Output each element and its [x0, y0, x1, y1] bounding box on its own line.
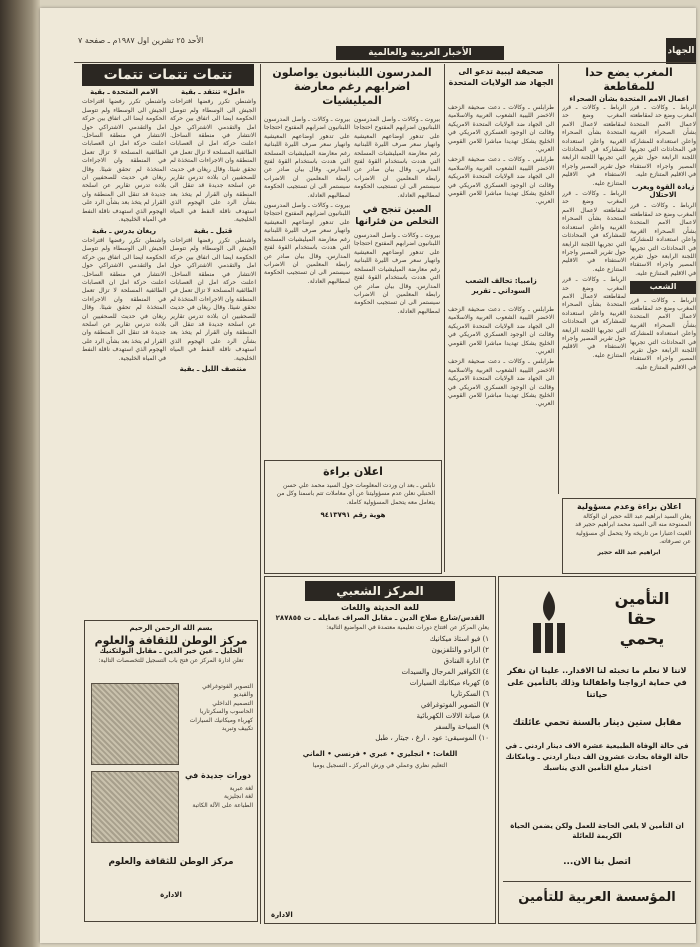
morocco-side-heading: زيادة القوة ويغرب الاحتلال	[631, 182, 695, 200]
lebanon-body-d: بيروت ـ وكالات ـ واصل المدرسون اللبنانيون اضرابهم المفتوح احتجاجا على تدهور اوضاعهم المعيشية وانهيار سعر صرف الليرة اللبنانية رغم معارضة الميليشيات المسلحة التي هددت باستخدام القوة لفتح المدارس. وقال بيان صادر عن رابطة المعلمين ان الاضراب سيستمر الى ان تستجيب الحكومة لمطالبهم العادلة.	[354, 232, 440, 315]
lebanon-body-a: بيروت ـ وكالات ـ واصل المدرسون اللبنانيون اضرابهم المفتوح احتجاجا على تدهور اوضاعهم المعيشية وانهيار سعر صرف الليرة اللبنانية رغم معارضة الميليشيات المسلحة التي هددت باستخدام القوة لفتح المدارس. وقال بيان صادر عن رابطة المعلمين ان الاضراب سيستمر الى ان تستجيب الحكومة لمطالبهم العادلة.	[264, 116, 350, 199]
lebanon-headline-block	[264, 66, 440, 114]
tatammat-col-right	[170, 88, 256, 608]
baraah-sign: هوية رقم ٩٤١٣٧٩١	[320, 511, 386, 520]
libya-body-c: طرابلس ـ وكالات ـ دعت صحيفة الزحف الاخضر الليبية الشعوب العربية والاسلامية الى الجهاد ضد الولايات المتحدة الامريكية وقالت ان الوجود العسكري الامريكي في الخليج يشكل تهديدا مباشرا للامن القومي العربي.	[448, 306, 554, 356]
tatammat-banner	[82, 64, 254, 86]
insurance-call: اتصل بنا الان...	[563, 857, 631, 867]
watan-address: الخليل ـ عين خير الدين ـ مقابل البولتكنيك	[99, 647, 243, 655]
watan-name: مركز الوطن للثقافة والعلوم	[94, 634, 248, 647]
tatammat-banner-text: تتمات تتمات تتمات	[103, 67, 233, 83]
insurance-ad	[498, 576, 696, 924]
tatammat-heading-5: ريغان يدرس ـ بقية	[91, 226, 157, 235]
popular-center-footer: التعليم نظري وعملي في ورش المركز ـ التسجيل يوميا	[312, 762, 448, 770]
popular-center-intro: يعلن المركز عن افتتاح دورات تعليمية معتمدة في المواضيع التالية:	[326, 624, 489, 631]
people-title: الشعب	[630, 281, 696, 293]
morocco-body-d: الرباط ـ وكالات ـ قرر المغرب وضع حد لمقاطعته لاعمال الامم المتحدة بشأن الصحراء الغربية واعلن استعداده للمشاركة في المحادثات التي تجريها اللجنة الرابعة حول تقرير المصير واجراء الاستفتاء في الاقليم المتنازع عليه.	[630, 104, 696, 179]
watan-program: كهرباء وميكانيك السيارات	[189, 716, 253, 724]
morocco-headline-block	[562, 66, 696, 102]
watan-announce: تعلن ادارة المركز عن فتح باب التسجيل للتخصصات التالية:	[98, 657, 244, 664]
watan-program: الحاسوب والسكرتاريا	[199, 708, 253, 716]
watan-photo-1	[91, 683, 179, 765]
course-item: ٢) الرادو والتلفزيون	[431, 646, 489, 655]
morocco-col-left	[562, 104, 626, 494]
popular-center-title: المركز الشعبي	[336, 584, 424, 598]
date-line: الأحد ٢٥ تشرين اول ١٩٨٧م ـ صفحة ٧	[78, 36, 204, 45]
watan-footer-name: مركز الوطن للثقافة والعلوم	[108, 857, 234, 867]
lebanon-body-b: بيروت ـ وكالات ـ واصل المدرسون اللبنانيون اضرابهم المفتوح احتجاجا على تدهور اوضاعهم المعيشية وانهيار سعر صرف الليرة اللبنانية رغم معارضة الميليشيات المسلحة التي هددت باستخدام القوة لفتح المدارس. وقال بيان صادر عن رابطة المعلمين ان الاضراب سيستمر الى ان تستجيب الحكومة لمطالبهم العادلة.	[264, 202, 350, 285]
course-item: ٩) السياحة والسفر	[434, 723, 489, 732]
course-item: ٨) صيانة الالات الكهربائية	[416, 712, 489, 721]
disclaimer-signature: ابراهيم عبد الله حجير	[597, 548, 661, 556]
tatammat-body-c: واشنطن تكرر رفضها اقتراحات الجيش الى الوسطاء ولم تتوصل الحكومة ايضا الى اتفاق بين حركة امل والتقدمي الاشتراكي حول الانتشار في منطقة الساحل. اعلنت حركة امل ان العصابات الطائفية المسلحة لا تزال تعمل في المنطقة وان الاجراءات المتخذة لم تحقق شيئا. وقال ريغان في حديث للصحفيين ان بلاده تدرس تقارير عن اسلحة جديدة قد تنقل الى المنطقة وان القرار لم يتخذ بعد بشأن الرد على الهجوم الذي استهدف ناقلة النفط في المياه الخليجية.	[170, 98, 256, 224]
watan-photo-2	[91, 771, 179, 843]
libya-headline-block	[448, 66, 554, 102]
morocco-col-right	[630, 104, 696, 494]
tatammat-heading-3: منتصف الليل ـ بقية	[179, 365, 247, 373]
section-title: الأخبار العربية والعالمية	[336, 46, 504, 60]
course-item: ٦) السكرتاريا	[450, 690, 489, 699]
morocco-body-f: الرباط ـ وكالات ـ قرر المغرب وضع حد لمقاطعته لاعمال الامم المتحدة بشأن الصحراء الغربية واعلن استعداده للمشاركة في المحادثات التي تجريها اللجنة الرابعة حول تقرير المصير واجراء الاستفتاء في الاقليم المتنازع عليه.	[630, 296, 696, 371]
libya-body-a: طرابلس ـ وكالات ـ دعت صحيفة الزحف الاخضر الليبية الشعوب العربية والاسلامية الى الجهاد ضد الولايات المتحدة الامريكية وقالت ان الوجود العسكري الامريكي في الخليج يشكل تهديدا مباشرا للامن القومي العربي.	[448, 104, 554, 154]
watan-basmala: بسم الله الرحمن الرحيم	[129, 624, 213, 632]
zambia-headline-block	[448, 276, 554, 304]
disclaimer-title: اعلان براءة وعدم مسؤولية	[576, 502, 682, 511]
insurance-title-line2: حقا	[627, 609, 657, 628]
insurance-company: المؤسسة العربية للتأمين	[503, 881, 691, 906]
watan-program: تكييف وتبريد	[221, 725, 253, 733]
disclaimer-body: يعلن السيد ابراهيم عبد الله حجير ان الوكالة الممنوحة منه الى السيد محمد ابراهيم حجير قد الغيت اعتبارا من تاريخه ولا يتحمل أي مسؤولية عن تصرفاته.	[575, 513, 691, 546]
course-item: ٥) كهرباء ميكانيك السيارات	[409, 679, 489, 688]
tatammat-col-left	[82, 88, 166, 608]
china-headline: الصين تنجح في التخلص من فئرانها	[355, 205, 439, 228]
watan-new-courses	[183, 785, 253, 810]
lebanon-body-c: بيروت ـ وكالات ـ واصل المدرسون اللبنانيون اضرابهم المفتوح احتجاجا على تدهور اوضاعهم المعيشية وانهيار سعر صرف الليرة اللبنانية رغم معارضة الميليشيات المسلحة التي هددت باستخدام القوة لفتح المدارس. وقال بيان صادر عن رابطة المعلمين ان الاضراب سيستمر الى ان تستجيب الحكومة لمطالبهم العادلة.	[354, 116, 440, 199]
insurance-benefits: في حالة الوفاة الطبيعية عشرة الاف دينار اردني ـ في حالة الوفاة بحادث عشرون الف دينار اردني ـ وبامكانك اختيار مبلغ التأمين الذي يناسبك	[505, 742, 689, 772]
popular-center-subtitle: للغة الحديثة واللغات	[340, 603, 419, 612]
baraah-title: اعلان براءة	[323, 465, 383, 478]
tatammat-body-d: واشنطن تكرر رفضها اقتراحات الجيش الى الوسطاء ولم تتوصل الحكومة ايضا الى اتفاق بين حركة امل والتقدمي الاشتراكي حول الانتشار في منطقة الساحل. اعلنت حركة امل ان العصابات الطائفية المسلحة لا تزال تعمل في المنطقة وان الاجراءات المتخذة لم تحقق شيئا. وقال ريغان في حديث للصحفيين ان بلاده تدرس تقارير عن اسلحة جديدة قد تنقل الى المنطقة وان القرار لم يتخذ بعد بشأن الرد على الهجوم الذي استهدف ناقلة النفط في المياه الخليجية.	[170, 236, 256, 362]
watan-center-ad	[84, 620, 258, 922]
tatammat-heading-4: الامم المتحدة ـ بقية	[90, 88, 158, 96]
morocco-body-c: الرباط ـ وكالات ـ قرر المغرب وضع حد لمقاطعته لاعمال الامم المتحدة بشأن الصحراء الغربية واعلن استعداده للمشاركة في المحادثات التي تجريها اللجنة الرابعة حول تقرير المصير واجراء الاستفتاء في الاقليم المتنازع عليه.	[562, 276, 626, 359]
popular-center-title-box	[305, 581, 455, 601]
popular-center-management: الادارة	[271, 911, 293, 919]
libya-col-bottom	[448, 306, 554, 570]
insurance-title	[597, 589, 687, 649]
baraah-ad	[264, 460, 442, 574]
course-item: ٣) ادارة الفنادق	[443, 657, 489, 666]
watan-new-course: الطباعة على الآلة الكاتبة	[192, 801, 253, 809]
insurance-closing: ان التأمين لا يلغي الحاجة للعمل ولكن يضمن الحياة الكريمة للعائلة	[510, 822, 684, 840]
header-rule	[74, 62, 696, 63]
insurance-title-line1: التأمين	[614, 589, 670, 608]
watan-new-courses-title: دورات جديدة في	[184, 771, 252, 780]
newspaper-page	[40, 8, 696, 943]
morocco-body-b: الرباط ـ وكالات ـ قرر المغرب وضع حد لمقاطعته لاعمال الامم المتحدة بشأن الصحراء الغربية واعلن استعداده للمشاركة في المحادثات التي تجريها اللجنة الرابعة حول تقرير المصير واجراء الاستفتاء في الاقليم المتنازع عليه.	[562, 190, 626, 273]
tatammat-heading-2: قتيل ـ بقية	[193, 226, 233, 235]
libya-body-b: طرابلس ـ وكالات ـ دعت صحيفة الزحف الاخضر الليبية الشعوب العربية والاسلامية الى الجهاد ضد الولايات المتحدة الامريكية وقالت ان الوجود العسكري الامريكي في الخليج يشكل تهديدا مباشرا للامن القومي العربي.	[448, 156, 554, 206]
tatammat-body-a: واشنطن تكرر رفضها اقتراحات الجيش الى الوسطاء ولم تتوصل الحكومة ايضا الى اتفاق بين حركة امل والتقدمي الاشتراكي حول الانتشار في منطقة الساحل. اعلنت حركة امل ان العصابات الطائفية المسلحة لا تزال تعمل في المنطقة وان الاجراءات المتخذة لم تحقق شيئا. وقال ريغان في حديث للصحفيين ان بلاده تدرس تقارير عن اسلحة جديدة قد تنقل الى المنطقة وان القرار لم يتخذ بعد بشأن الرد على الهجوم الذي استهدف ناقلة النفط في المياه الخليجية.	[82, 98, 166, 224]
watan-admin: الادارة	[160, 891, 182, 899]
lebanon-col-left	[264, 116, 350, 456]
libya-col-top	[448, 104, 554, 274]
lebanon-col-right	[354, 116, 440, 456]
newspaper-logo: الجهاد	[666, 38, 696, 64]
col-rule-2	[444, 64, 445, 572]
popular-center-address: القدس/شارع صلاح الدين ـ مقابل الصراف عمايله ـ ت ٢٨٧٨٥٥	[275, 614, 485, 622]
popular-center-languages: اللغات: • انجليزي • عبري • فرنسي • الماني	[302, 750, 458, 759]
morocco-body-a: الرباط ـ وكالات ـ قرر المغرب وضع حد لمقاطعته لاعمال الامم المتحدة بشأن الصحراء الغربية واعلن استعداده للمشاركة في المحادثات التي تجريها اللجنة الرابعة حول تقرير المصير واجراء الاستفتاء في الاقليم المتنازع عليه.	[562, 104, 626, 187]
libya-body-d: طرابلس ـ وكالات ـ دعت صحيفة الزحف الاخضر الليبية الشعوب العربية والاسلامية الى الجهاد ضد الولايات المتحدة الامريكية وقالت ان الوجود العسكري الامريكي في الخليج يشكل تهديدا مباشرا للامن القومي العربي.	[448, 358, 554, 408]
morocco-headline: المغرب يضع حدا للمقاطعة	[585, 66, 673, 93]
page-header	[40, 8, 696, 58]
watan-program: التصوير الفوتوغرافي والفيديو	[202, 683, 253, 699]
morocco-subheadline: اعمال الامم المتحدة بشأن الصحراء	[569, 95, 689, 102]
watan-new-course: لغة عبرية	[229, 785, 253, 792]
libya-headline: صحيفة ليبية تدعو الى الجهاد ضد الولايات المتحدة	[448, 67, 554, 87]
insurance-logo-icon	[519, 587, 579, 657]
lebanon-headline: المدرسون اللبنانيون يواصلون اضرابهم رغم معارضة الميليشيات	[272, 66, 432, 107]
zambia-headline: زامبيا: تحالف الشعب السوداني ـ تقرير	[465, 277, 537, 295]
tatammat-body-b: واشنطن تكرر رفضها اقتراحات الجيش الى الوسطاء ولم تتوصل الحكومة ايضا الى اتفاق بين حركة امل والتقدمي الاشتراكي حول الانتشار في منطقة الساحل. اعلنت حركة امل ان العصابات الطائفية المسلحة لا تزال تعمل في المنطقة وان الاجراءات المتخذة لم تحقق شيئا. وقال ريغان في حديث للصحفيين ان بلاده تدرس تقارير عن اسلحة جديدة قد تنقل الى المنطقة وان القرار لم يتخذ بعد بشأن الرد على الهجوم الذي استهدف ناقلة النفط في المياه الخليجية.	[82, 236, 166, 362]
baraah-body: نابلس ـ بعد ان وردت المعلومات حول السيد محمد علي حسن الحنبلي نعلن عدم مسؤوليتنا عن أي معاملات تتم باسمنا وكل من يتعامل معه يتحمل المسؤولية كاملة.	[276, 482, 435, 506]
course-item: ٤) الكوافير المرجال والسيدات	[401, 668, 489, 677]
course-item: ١) فيو استاذ ميكانيك	[429, 635, 489, 644]
popular-center-courses	[265, 634, 495, 744]
tatammat-heading-1: «أمل» تنتقد ـ بقية	[181, 88, 245, 96]
morocco-body-e: الرباط ـ وكالات ـ قرر المغرب وضع حد لمقاطعته لاعمال الامم المتحدة بشأن الصحراء الغربية واعلن استعداده للمشاركة في المحادثات التي تجريها اللجنة الرابعة حول تقرير المصير واجراء الاستفتاء في الاقليم المتنازع عليه.	[630, 202, 696, 277]
insurance-title-line3: يحمي	[619, 629, 665, 648]
insurance-slogan: لاننا لا نعلم ما تخبئه لنا الاقدار.. علينا ان نفكر في حماية ازواجنا واطفالنا وذلك بالتأمين على حياتنا	[507, 666, 687, 699]
col-rule-1	[260, 64, 261, 924]
watan-programs	[183, 683, 253, 733]
watan-program: التصميم الداخلي	[212, 699, 253, 707]
insurance-offer: مقابل ستين دينار بالسنة تحمي عائلتك	[512, 718, 682, 728]
col-rule-3	[558, 64, 559, 494]
page-binding	[0, 0, 40, 947]
watan-new-course: لغة انجليزية	[223, 793, 253, 801]
course-item: ١٠) الموسيقى: عود ، ارغ ، جيتار ، طبل	[375, 734, 489, 743]
popular-center-ad	[264, 576, 496, 924]
disclaimer-box	[562, 498, 696, 574]
course-item: ٧) التصوير الفوتوغرافي	[420, 701, 489, 710]
